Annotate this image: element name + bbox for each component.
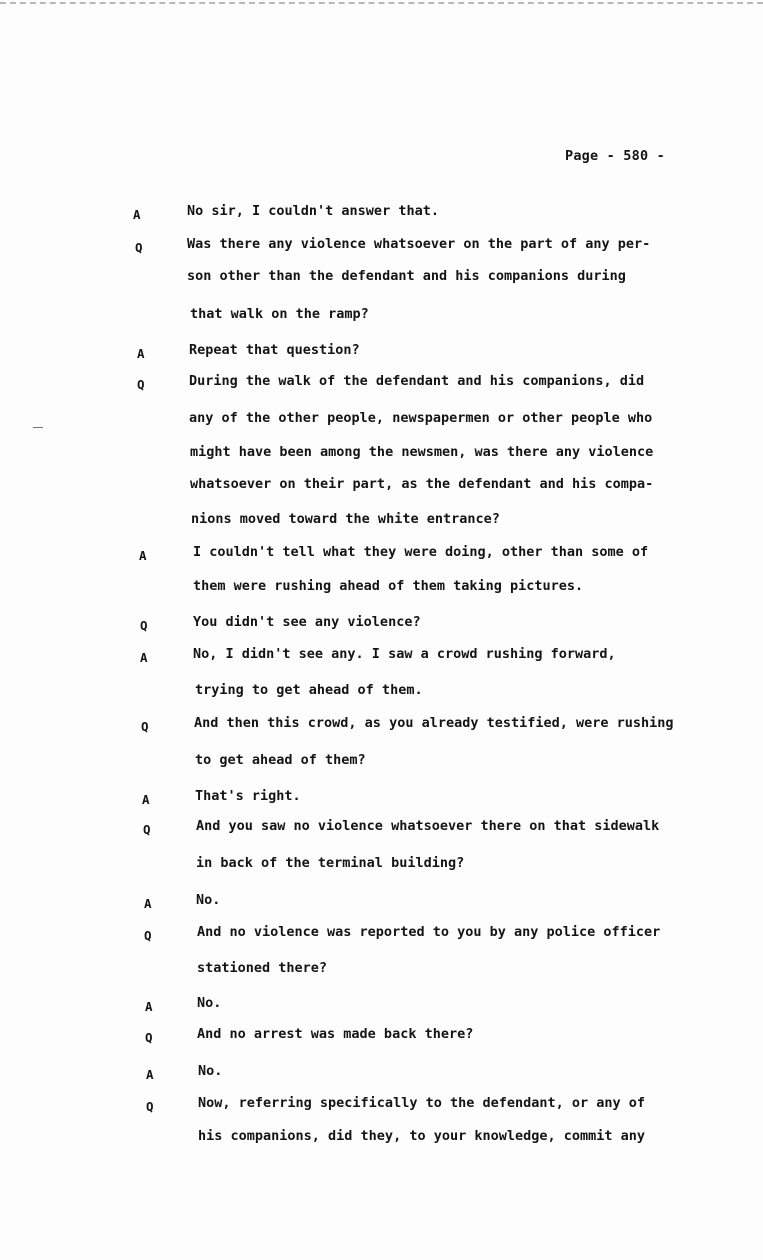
- transcript-line: [0, 682, 763, 706]
- speaker-label: Q: [140, 618, 148, 633]
- transcript-line: [0, 203, 763, 227]
- speaker-label: A: [142, 792, 150, 807]
- speaker-label: A: [144, 896, 152, 911]
- transcript-line: [0, 855, 763, 879]
- speaker-label: Q: [137, 377, 145, 392]
- transcript-line: [0, 924, 763, 948]
- transcript-line: [0, 544, 763, 568]
- line-text: any of the other people, newspapermen or other people who: [189, 410, 653, 426]
- speaker-label: Q: [144, 928, 152, 943]
- transcript-line: [0, 892, 763, 916]
- line-text: them were rushing ahead of them taking pictures.: [193, 578, 584, 594]
- line-text: During the walk of the defendant and his companions, did: [189, 373, 645, 389]
- page-number: Page - 580 -: [565, 148, 665, 164]
- speaker-label: Q: [135, 240, 143, 255]
- transcript-line: [0, 1095, 763, 1119]
- transcript-line: [0, 1026, 763, 1050]
- line-text: And no violence was reported to you by any police officer: [197, 924, 661, 940]
- speaker-label: A: [146, 1067, 154, 1082]
- line-text: And then this crowd, as you already testified, were rushing: [194, 715, 674, 731]
- speaker-label: Q: [146, 1099, 154, 1114]
- speaker-label: Q: [143, 822, 151, 837]
- line-text: No.: [197, 995, 222, 1011]
- line-text: might have been among the newsmen, was there any violence: [190, 444, 654, 460]
- line-text: his companions, did they, to your knowledge, commit any: [198, 1128, 646, 1144]
- transcript-line: [0, 410, 763, 434]
- line-text: No.: [196, 892, 221, 908]
- transcript-line: [0, 960, 763, 984]
- line-text: That's right.: [195, 788, 301, 804]
- speaker-label: A: [137, 346, 145, 361]
- transcript-line: [0, 511, 763, 535]
- line-text: that walk on the ramp?: [190, 306, 369, 322]
- transcript-line: [0, 268, 763, 292]
- line-text: nions moved toward the white entrance?: [191, 511, 500, 527]
- transcript-line: [0, 236, 763, 260]
- transcript-line: [0, 1063, 763, 1087]
- transcript-line: [0, 818, 763, 842]
- line-text: whatsoever on their part, as the defendant and his compa-: [190, 476, 654, 492]
- transcript-line: [0, 995, 763, 1019]
- line-text: And you saw no violence whatsoever there on that sidewalk: [196, 818, 660, 834]
- speaker-label: A: [133, 207, 141, 222]
- transcript-line: [0, 646, 763, 670]
- speaker-label: A: [145, 999, 153, 1014]
- transcript-line: [0, 444, 763, 468]
- line-text: in back of the terminal building?: [196, 855, 465, 871]
- speaker-label: A: [139, 548, 147, 563]
- line-text: No, I didn't see any. I saw a crowd rushing forward,: [193, 646, 616, 662]
- page-top-edge: [0, 2, 763, 4]
- line-text: Was there any violence whatsoever on the part of any per-: [187, 236, 651, 252]
- transcript-line: [0, 1128, 763, 1152]
- transcript-line: [0, 752, 763, 776]
- speaker-label: Q: [141, 719, 149, 734]
- line-text: And no arrest was made back there?: [197, 1026, 474, 1042]
- line-text: No sir, I couldn't answer that.: [187, 203, 439, 219]
- line-text: to get ahead of them?: [195, 752, 366, 768]
- line-text: I couldn't tell what they were doing, other than some of: [193, 544, 649, 560]
- line-text: Repeat that question?: [189, 342, 360, 358]
- line-text: stationed there?: [197, 960, 328, 976]
- transcript-line: [0, 476, 763, 500]
- transcript-line: [0, 342, 763, 366]
- line-text: You didn't see any violence?: [193, 614, 421, 630]
- line-text: trying to get ahead of them.: [195, 682, 423, 698]
- speaker-label: A: [140, 650, 148, 665]
- transcript-line: [0, 373, 763, 397]
- line-text: son other than the defendant and his companions during: [187, 268, 626, 284]
- transcript-line: [0, 715, 763, 739]
- transcript-line: [0, 788, 763, 812]
- line-text: Now, referring specifically to the defendant, or any of: [198, 1095, 646, 1111]
- transcript-line: [0, 578, 763, 602]
- transcript-line: [0, 614, 763, 638]
- transcript-line: [0, 306, 763, 330]
- speaker-label: Q: [145, 1030, 153, 1045]
- line-text: No.: [198, 1063, 223, 1079]
